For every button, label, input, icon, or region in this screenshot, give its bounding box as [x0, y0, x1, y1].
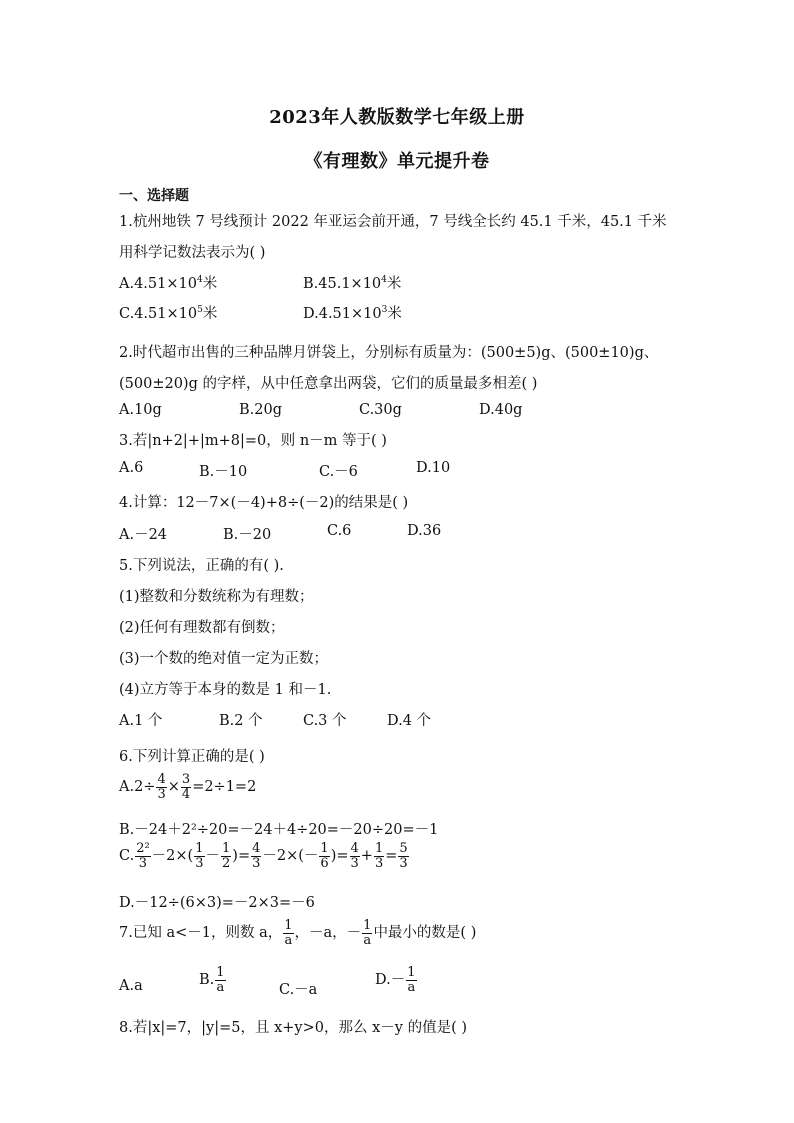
numerator: 1 [407, 965, 416, 980]
q6-c-text: －2×( [151, 848, 194, 865]
q3-option-c: C.－6 [319, 464, 358, 480]
fraction [194, 842, 204, 870]
q1-option-b-exponent: 4 [381, 275, 387, 286]
denominator: a [363, 932, 372, 948]
q6-a-text: =2÷1=2 [192, 779, 257, 796]
numerator: 2² [136, 841, 150, 856]
q2-option-a: A.10g [119, 402, 162, 418]
q7-d-text: D.－ [375, 972, 406, 989]
q2-stem-line2: (500±20)g 的字样，从中任意拿出两袋，它们的质量最多相差( ) [119, 376, 538, 392]
fraction [350, 842, 360, 870]
numerator: 4 [157, 772, 166, 787]
numerator: 4 [350, 841, 359, 856]
q3-option-d: D.10 [416, 460, 451, 476]
denominator: a [284, 932, 293, 948]
q5-option-c: C.3 个 [303, 713, 347, 729]
q3-stem: 3.若|n+2|+|m+8|=0，则 n－m 等于( ) [119, 433, 387, 449]
q2-option-d: D.40g [479, 402, 523, 418]
q1-option-d-exponent: 3 [381, 305, 388, 316]
fraction [319, 842, 329, 870]
q2-option-b: B.20g [239, 402, 282, 418]
numerator: 1 [374, 841, 384, 856]
fraction [406, 966, 416, 994]
q8-stem: 8.若|x|=7，|y|=5，且 x+y>0，那么 x－y 的值是( ) [119, 1020, 468, 1036]
fraction [251, 842, 261, 870]
denominator: 3 [350, 855, 359, 871]
fraction [398, 842, 408, 870]
fraction [215, 966, 225, 994]
q5-statement-1: (1)整数和分数统称为有理数； [119, 589, 314, 605]
q7-text: 7.已知 a<－1，则数 a， [119, 925, 283, 942]
numerator: 4 [252, 841, 261, 856]
q5-option-a: A.1 个 [119, 713, 163, 729]
q1-option-b [303, 272, 401, 293]
q4-stem: 4.计算：12－7×(－4)+8÷(－2)的结果是( ) [119, 495, 409, 511]
numerator: 5 [399, 841, 408, 856]
q6-option-b: B.－24＋2²÷20=－24＋4÷20=－20÷20=－1 [119, 822, 439, 838]
q4-option-a: A.－24 [119, 527, 168, 543]
document-title: 2023年人教版数学七年级上册 [269, 107, 525, 128]
denominator: 3 [374, 855, 384, 871]
numerator: 1 [222, 841, 231, 856]
q7-option-d [375, 966, 418, 994]
q1-option-a-unit: 米 [202, 276, 218, 292]
numerator: 1 [363, 918, 372, 933]
q7-stem [119, 919, 476, 947]
denominator: a [407, 979, 416, 995]
q4-option-b: B.－20 [223, 527, 272, 543]
q7-option-c: C.－a [279, 982, 318, 998]
q6-a-text: A.2÷ [119, 779, 156, 796]
denominator: 3 [157, 786, 166, 802]
q1-option-d [303, 302, 402, 323]
fraction [135, 842, 150, 870]
q1-stem-line2: 用科学记数法表示为( ) [119, 245, 266, 261]
q7-text: ，－a，－ [294, 925, 362, 942]
q6-c-text: = [385, 848, 398, 865]
numerator: 3 [181, 772, 191, 787]
denominator: 3 [399, 855, 408, 871]
fraction [181, 773, 191, 801]
q1-option-a-base: A.4.51×10 [119, 276, 197, 292]
q5-option-b: B.2 个 [219, 713, 263, 729]
q1-option-b-unit: 米 [386, 276, 402, 292]
denominator: 3 [138, 855, 148, 871]
q5-stem: 5.下列说法，正确的有( ). [119, 558, 284, 574]
denominator: 4 [181, 786, 191, 802]
q6-c-text: )= [232, 848, 251, 865]
q6-c-text: C. [119, 848, 135, 865]
q7-option-b [199, 966, 227, 994]
denominator: 3 [195, 855, 204, 871]
numerator: 1 [284, 918, 293, 933]
q2-option-c: C.30g [359, 402, 402, 418]
q1-option-a-exponent: 4 [196, 275, 203, 286]
q5-statement-4: (4)立方等于本身的数是 1 和－1. [119, 682, 332, 698]
q1-option-b-base: B.45.1×10 [303, 276, 382, 292]
numerator: 1 [216, 965, 225, 980]
numerator: 1 [195, 841, 204, 856]
q2-stem-line1: 2.时代超市出售的三种品牌月饼袋上，分别标有质量为：(500±5)g、(500±10)g、 [119, 345, 659, 361]
q1-option-a [119, 272, 217, 293]
q6-option-a [119, 773, 256, 801]
q7-option-a: A.a [119, 978, 143, 994]
q6-stem: 6.下列计算正确的是( ) [119, 749, 265, 765]
q6-c-text: －2×(－ [262, 848, 319, 865]
fraction [283, 919, 293, 947]
q5-option-d: D.4 个 [387, 713, 432, 729]
q3-option-a: A.6 [119, 460, 144, 476]
section-heading: 一、选择题 [119, 188, 189, 204]
q6-option-c [119, 842, 410, 870]
fraction [362, 919, 372, 947]
numerator: 1 [320, 841, 329, 856]
fraction [221, 842, 231, 870]
q5-statement-3: (3)一个数的绝对值一定为正数； [119, 651, 329, 667]
fraction [374, 842, 384, 870]
q1-option-c [119, 302, 217, 323]
q1-option-c-unit: 米 [202, 306, 218, 322]
denominator: 6 [320, 855, 329, 871]
q6-c-text: － [205, 848, 220, 865]
q1-option-c-base: C.4.51×10 [119, 306, 198, 322]
q6-option-d: D.－12÷(6×3)=－2×3=－6 [119, 895, 315, 911]
q6-a-text: × [167, 779, 180, 796]
fraction [156, 773, 166, 801]
q1-option-d-unit: 米 [387, 306, 402, 322]
denominator: 2 [222, 855, 231, 871]
q4-option-c: C.6 [327, 523, 352, 539]
q7-b-text: B. [199, 972, 215, 989]
q7-text: 中最小的数是( ) [373, 925, 477, 942]
q4-option-d: D.36 [407, 523, 442, 539]
q1-stem-line1: 1.杭州地铁 7 号线预计 2022 年亚运会前开通，7 号线全长约 45.1 千米，45.1 千米 [119, 214, 667, 230]
q1-option-c-exponent: 5 [197, 305, 203, 316]
q6-c-text: )= [330, 848, 349, 865]
q6-c-text: + [360, 848, 373, 865]
q5-statement-2: (2)任何有理数都有倒数； [119, 620, 285, 636]
document-subtitle: 《有理数》单元提升卷 [304, 151, 490, 172]
denominator: a [216, 979, 225, 995]
q1-option-d-base: D.4.51×10 [303, 306, 382, 322]
q3-option-b: B.－10 [199, 464, 248, 480]
denominator: 3 [252, 855, 261, 871]
